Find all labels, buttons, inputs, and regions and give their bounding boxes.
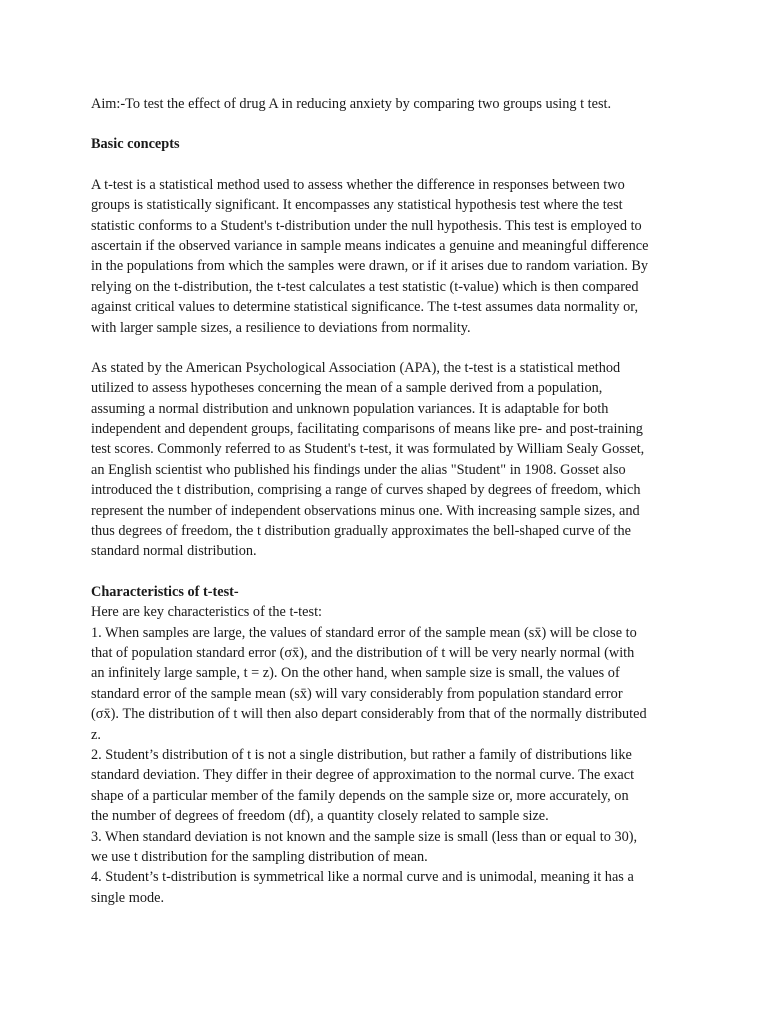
characteristics-list [91, 602, 686, 908]
paragraph-line: As stated by the American Psychological Association (APA), the t-test is a statistical method [91, 359, 621, 376]
characteristics-heading: Characteristics of t-test- [91, 583, 239, 600]
paragraph-line: standard normal distribution. [91, 543, 257, 560]
list-item-1-line: standard error of the sample mean (sx̄) will vary considerably from population standard error [91, 685, 623, 702]
basic-concepts-heading: Basic concepts [91, 136, 180, 153]
paragraph-line: independent and dependent groups, facilitating comparisons of means like pre- and post-training [91, 421, 643, 438]
list-item-4-line: 4. Student’s t-distribution is symmetrical like a normal curve and is unimodal, meaning it has a [91, 869, 634, 886]
list-item-2-line: standard deviation. They differ in their degree of approximation to the normal curve. The exact [91, 767, 635, 784]
paragraph-line: introduced the t distribution, comprising a range of curves shaped by degrees of freedom, which [91, 482, 641, 499]
list-item-1-line: (σx̄). The distribution of t will then also depart considerably from that of the normally distributed [91, 706, 647, 723]
paragraph-line: in the populations from which the samples were drawn, or if it arises due to random variation. By [91, 258, 649, 275]
paragraph-line: statistic conforms to a Student's t-distribution under the null hypothesis. This test is employed to [91, 217, 642, 234]
paragraph-line: assuming a normal distribution and unknown population variances. It is adaptable for both [91, 400, 609, 417]
list-item-1-line: that of population standard error (σx̄), and the distribution of t will be very nearly normal (with [91, 644, 635, 661]
list-item-3-line: 3. When standard deviation is not known and the sample size is small (less than or equal to 30), [91, 828, 638, 845]
list-intro: Here are key characteristics of the t-test: [91, 604, 323, 621]
paragraph-line: an English scientist who published his findings under the alias "Student" in 1908. Gosset also [91, 461, 626, 478]
paragraph-ttest-definition [91, 175, 686, 338]
aim-statement: Aim:-To test the effect of drug A in reducing anxiety by comparing two groups using t test. [91, 96, 612, 112]
paragraph-line: utilized to assess hypotheses concerning the mean of a sample derived from a population, [91, 380, 603, 397]
paragraph-line: relying on the t-distribution, the t-test calculates a test statistic (t-value) which is then compared [91, 278, 639, 295]
list-item-2-line: shape of a particular member of the family depends on the sample size or, more accurately, on [91, 787, 629, 804]
list-item-2-line: 2. Student’s distribution of t is not a single distribution, but rather a family of distributions like [91, 746, 632, 763]
list-item-1-line: 1. When samples are large, the values of standard error of the sample mean (sx̄) will be close to [91, 624, 637, 641]
paragraph-line: A t-test is a statistical method used to assess whether the difference in responses between two [91, 176, 625, 193]
list-item-4-line: single mode. [91, 889, 165, 906]
paragraph-line: groups is statistically significant. It encompasses any statistical hypothesis test where the test [91, 197, 623, 214]
paragraph-line: with larger sample sizes, a resilience to deviations from normality. [91, 319, 471, 336]
paragraph-line: against critical values to determine statistical significance. The t-test assumes data normality or, [91, 299, 639, 316]
paragraph-apa-definition [91, 358, 686, 562]
paragraph-line: ascertain if the observed variance in sample means indicates a genuine and meaningful difference [91, 237, 649, 254]
list-item-3-line: we use t distribution for the sampling distribution of mean. [91, 848, 428, 865]
paragraph-line: represent the number of independent observations minus one. With increasing sample sizes, and [91, 502, 640, 519]
list-item-1-line: an infinitely large sample, t = z). On the other hand, when sample size is small, the values of [91, 665, 620, 682]
list-item-1-line: z. [91, 726, 101, 743]
paragraph-line: thus degrees of freedom, the t distribution gradually approximates the bell-shaped curve of the [91, 523, 631, 540]
list-item-2-line: the number of degrees of freedom (df), a quantity closely related to sample size. [91, 808, 549, 825]
paragraph-line: test scores. Commonly referred to as Student's t-test, it was formulated by William Sealy Gosset, [91, 441, 645, 458]
